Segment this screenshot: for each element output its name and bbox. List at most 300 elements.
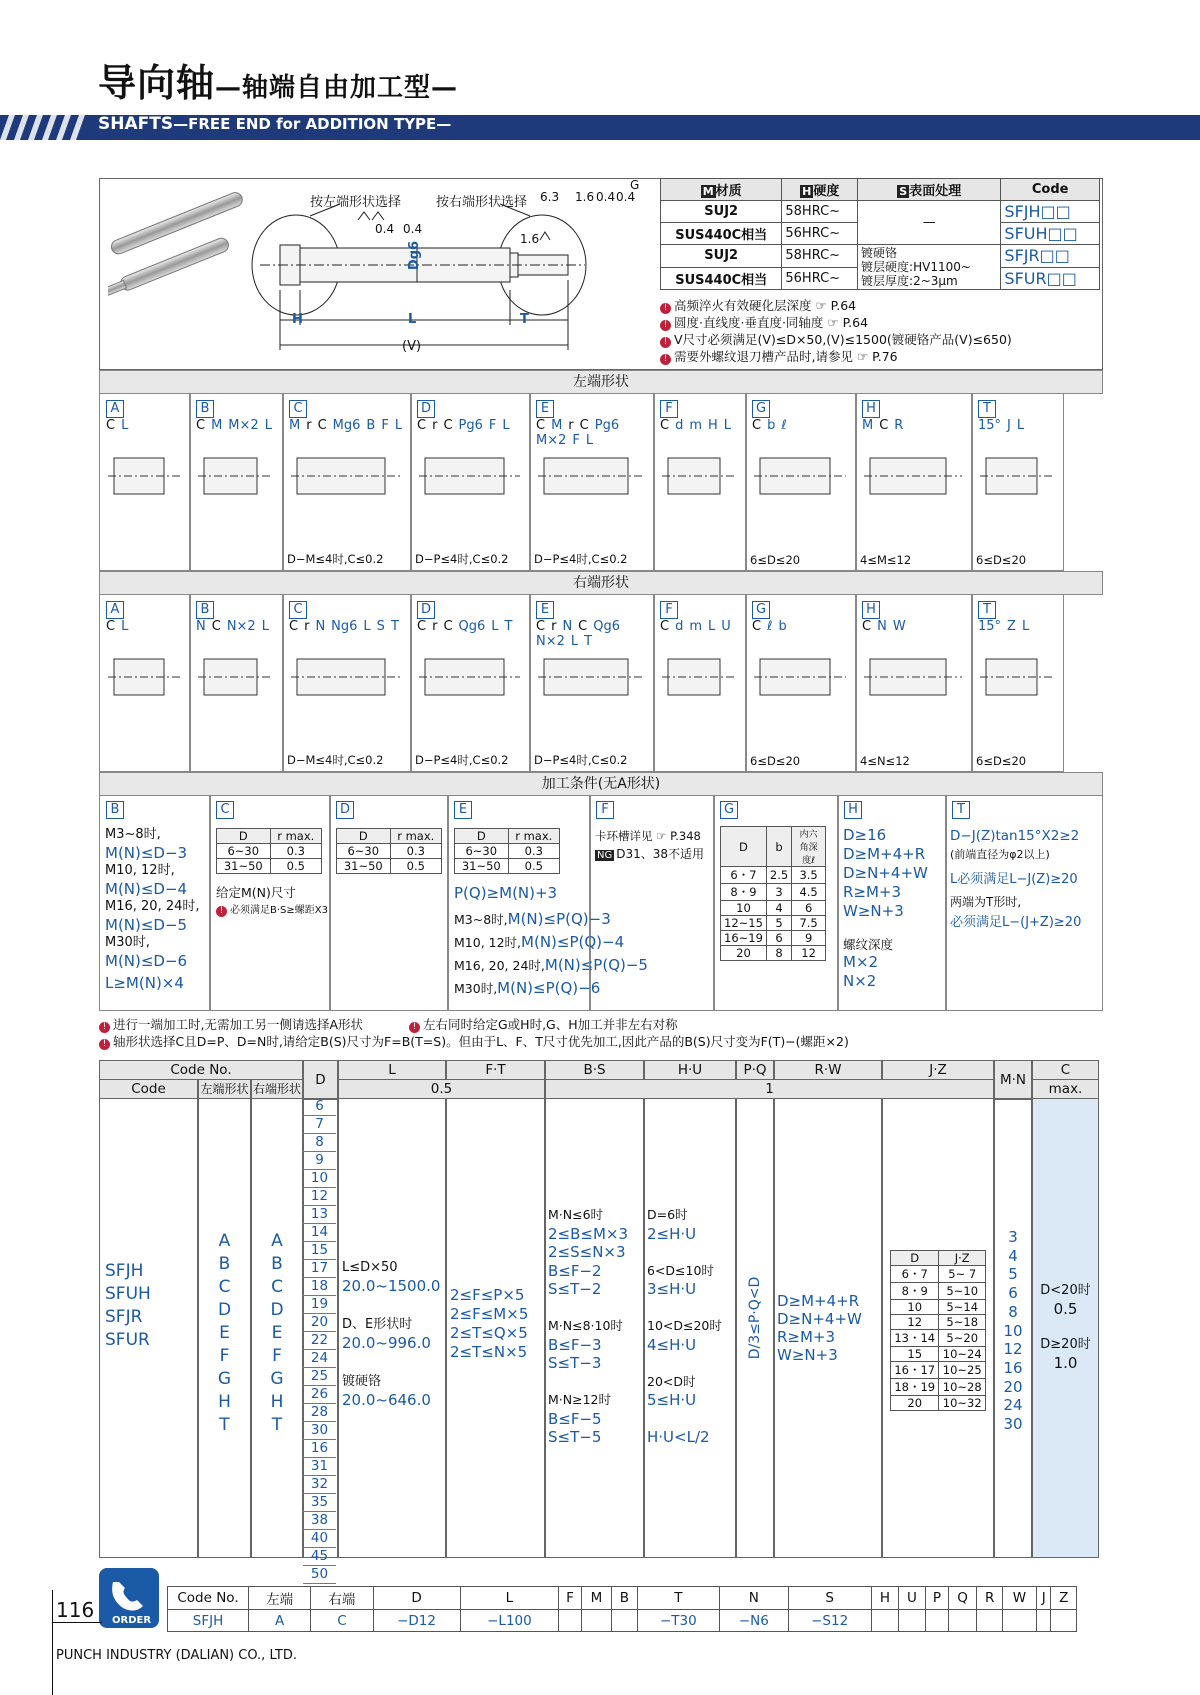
JZ-head xyxy=(891,1251,986,1266)
shape-labels xyxy=(106,418,184,433)
L-line xyxy=(342,1296,440,1315)
BS-line: S≤T−5 xyxy=(548,1428,602,1446)
shape-label: C xyxy=(578,619,588,634)
shape-label: Qg6 xyxy=(458,619,486,634)
order-header-row xyxy=(168,1587,1077,1610)
shape-label: r xyxy=(304,619,310,634)
main-header-code: Code No. xyxy=(99,1060,303,1080)
D-value: 32 xyxy=(303,1476,336,1494)
HU-values xyxy=(647,1206,722,1447)
conditions-title: 加工条件(无A形状) xyxy=(99,772,1103,796)
shape-letter: A xyxy=(106,400,124,418)
D-value: 20 xyxy=(303,1314,336,1332)
D-value: 7 xyxy=(303,1116,336,1134)
shape-cell xyxy=(971,594,1064,772)
shape-list-right xyxy=(251,1230,303,1437)
MN-value: 20 xyxy=(1003,1377,1023,1396)
HU-line: 20<D时 xyxy=(647,1373,696,1389)
JZ-cell: 10~32 xyxy=(939,1396,986,1411)
main-header-pq: P·Q xyxy=(736,1060,774,1080)
shape-labels xyxy=(752,619,850,634)
D-value: 19 xyxy=(303,1296,336,1314)
MN-values xyxy=(994,1228,1032,1434)
JZ-row xyxy=(891,1347,986,1362)
left-select-label: 按左端形状选择 xyxy=(310,195,402,210)
shape-labels xyxy=(752,418,850,433)
english-title: SHAFTS—FREE END for ADDITION TYPE— xyxy=(98,114,452,134)
shape-letter: C xyxy=(289,400,307,418)
shape-label: S xyxy=(376,619,385,634)
shape-label: C xyxy=(579,418,589,433)
increment-1: 0.5 xyxy=(338,1079,545,1099)
shape-label: Pg6 xyxy=(594,418,620,433)
cond-letter-F: F xyxy=(596,801,614,819)
JZ-cell: 16・17 xyxy=(891,1362,939,1379)
shape-label: T xyxy=(584,634,593,649)
C-line: 0.5 xyxy=(1053,1300,1078,1318)
shape-cell xyxy=(855,594,973,772)
JZ-row xyxy=(891,1362,986,1379)
shape-label: 15° xyxy=(978,619,1002,634)
shape-item: F xyxy=(219,1346,230,1366)
right-shapes-title: 右端形状 xyxy=(99,571,1103,595)
order-header: B xyxy=(612,1587,637,1610)
shape-label: r xyxy=(306,418,312,433)
shape-cell xyxy=(529,594,655,772)
order-icon-text: ORDER xyxy=(112,1615,152,1626)
JZ-row xyxy=(891,1330,986,1347)
cond-B-lines: M3~8时, M(N)≤D−3 M10, 12时, M(N)≤D−4 M16, 20, 24时, M(N)≤D−5 M30时, M(N)≤D−6 L≥M(N)×4 xyxy=(105,827,200,992)
RW-values xyxy=(777,1292,862,1364)
C-line: 1.0 xyxy=(1053,1354,1078,1372)
shape-drawing xyxy=(752,438,850,518)
shape-cell xyxy=(99,393,191,571)
BS-line: B≤F−3 xyxy=(548,1335,602,1354)
spec-header-hardness: H 硬度 xyxy=(782,179,858,201)
order-value: −T30 xyxy=(637,1610,720,1632)
shape-label: U xyxy=(721,619,731,634)
shape-label: C xyxy=(862,619,872,634)
cond-letter-T: T xyxy=(952,801,970,819)
main-header-bs: B·S xyxy=(545,1060,644,1080)
BS-line: S≤T−2 xyxy=(548,1280,602,1298)
shape-condition: D−P≤4时,C≤0.2 xyxy=(415,552,509,566)
HU-line: 6<D≤10时 xyxy=(647,1262,714,1278)
FT-line: 2≤F≤M×5 xyxy=(450,1305,529,1323)
shape-label: L xyxy=(723,418,732,433)
shape-cell xyxy=(745,594,857,772)
shape-label: C xyxy=(752,619,762,634)
JZ-cell: 10~25 xyxy=(939,1362,986,1379)
shape-label: L xyxy=(708,619,716,634)
shape-item: G xyxy=(217,1369,232,1389)
order-header: 左端 xyxy=(249,1587,311,1610)
cond-E-table: D r max. 6~30 0.3 31~50 0.5 xyxy=(454,828,560,874)
JZ-row xyxy=(891,1315,986,1330)
C-line: D≥20时 xyxy=(1040,1337,1091,1352)
spec-note: ! 高频淬火有效硬化层深度 ☞ P.64 xyxy=(660,296,856,314)
JZ-header: D xyxy=(891,1251,939,1266)
L-values xyxy=(342,1258,440,1410)
JZ-cell: 13・14 xyxy=(891,1330,939,1347)
shape-letter: E xyxy=(536,400,554,418)
spec-note: ! 圆度·直线度·垂直度·同轴度 ☞ P.64 xyxy=(660,313,868,331)
spec-note: ! V尺寸必须满足(V)≤D×50,(V)≤1500(镀硬铬产品(V)≤650) xyxy=(660,330,1012,348)
D-value: 9 xyxy=(303,1152,336,1170)
shape-drawing xyxy=(660,438,740,518)
D-value: 16 xyxy=(303,1440,336,1458)
order-header: M xyxy=(581,1587,611,1610)
L-line: 20.0~996.0 xyxy=(342,1334,431,1352)
JZ-cell: 12 xyxy=(891,1315,939,1330)
cond-letter-H: H xyxy=(844,801,862,819)
D-value: 31 xyxy=(303,1458,336,1476)
D-value: 17 xyxy=(303,1260,336,1278)
increment-2: 1 xyxy=(545,1079,994,1099)
shape-label: C xyxy=(211,619,221,634)
shape-drawing xyxy=(536,639,648,719)
D-value: 25 xyxy=(303,1368,336,1386)
main-header-rw: R·W xyxy=(774,1060,882,1080)
main-header-l: L xyxy=(338,1060,446,1080)
shape-drawing xyxy=(417,438,524,518)
shape-label: r xyxy=(551,619,557,634)
order-example-row xyxy=(168,1610,1077,1632)
shape-label: N xyxy=(196,619,206,634)
shape-letter: D xyxy=(417,601,435,619)
D-value: 38 xyxy=(303,1512,336,1530)
shape-drawing xyxy=(660,639,740,719)
shape-letter: E xyxy=(536,601,554,619)
shape-label: L xyxy=(1021,619,1030,634)
cond-G-table: D b 内六角深度ℓ 6・7 2.5 3.5 8・9 3 4.5 10 4 6 12~15 5 7.5 16~19 6 9 20 8 12 xyxy=(720,826,826,961)
MN-value: 5 xyxy=(1008,1265,1018,1284)
spec-hardness: 56HRC~ xyxy=(782,267,858,290)
shape-condition: D−P≤4时,C≤0.2 xyxy=(534,552,628,566)
main-header-d: D xyxy=(303,1060,338,1100)
MN-value: 24 xyxy=(1003,1396,1023,1415)
shape-label: N xyxy=(315,619,326,634)
shape-label: Mg6 xyxy=(332,418,361,433)
shape-label: M xyxy=(551,418,563,433)
rough-r3: 1.6 xyxy=(520,232,540,246)
shape-label: R xyxy=(894,418,904,433)
shape-drawing xyxy=(417,639,524,719)
shape-label: d xyxy=(675,619,684,634)
D-value: 8 xyxy=(303,1134,336,1152)
JZ-header: J·Z xyxy=(939,1251,986,1266)
title-main: 导向轴 xyxy=(98,61,216,105)
rough-b: 1.6 xyxy=(575,190,595,204)
MN-value: 10 xyxy=(1003,1321,1023,1340)
MN-value: 16 xyxy=(1003,1358,1023,1377)
shape-item: T xyxy=(219,1415,230,1435)
shape-label: Ng6 xyxy=(331,619,358,634)
shape-label: B xyxy=(366,418,376,433)
shape-labels xyxy=(417,619,524,634)
order-header: H xyxy=(871,1587,898,1610)
shape-labels xyxy=(862,418,966,433)
shape-cell xyxy=(529,393,655,571)
spec-table xyxy=(660,178,1100,290)
JZ-row xyxy=(891,1266,986,1283)
shape-labels xyxy=(536,619,648,649)
RW-line: D≥M+4+R xyxy=(777,1292,860,1310)
shape-item: B xyxy=(271,1254,283,1274)
shape-label: W xyxy=(892,619,906,634)
shape-cell xyxy=(410,594,531,772)
spec-hardness: 58HRC~ xyxy=(782,245,858,268)
JZ-cell: 10~24 xyxy=(939,1347,986,1362)
spec-hardness: 58HRC~ xyxy=(782,201,858,223)
order-value xyxy=(559,1610,581,1632)
C-line xyxy=(1032,1318,1099,1336)
shape-letter: D xyxy=(417,400,435,418)
shape-drawing xyxy=(862,639,966,719)
shape-label: M xyxy=(289,418,301,433)
order-header: D xyxy=(373,1587,460,1610)
shape-letter: G xyxy=(752,601,770,619)
HU-line: 4≤H·U xyxy=(647,1335,697,1354)
shape-item: G xyxy=(270,1369,284,1389)
order-value xyxy=(977,1610,1003,1632)
main-subheader-cmax: max. xyxy=(1032,1079,1099,1099)
cond-E-l0: P(Q)≥M(N)+3 xyxy=(454,884,558,902)
RW-line: D≥N+4+W xyxy=(777,1310,862,1328)
dim-V: (V) xyxy=(402,339,422,354)
shape-condition: D−P≤4时,C≤0.2 xyxy=(415,753,509,767)
shaft-drawing xyxy=(250,180,670,360)
JZ-cell: 20 xyxy=(891,1396,939,1411)
right-shapes-row xyxy=(99,594,1103,770)
shape-label: M xyxy=(862,418,874,433)
shape-labels xyxy=(660,418,740,433)
shape-label: H xyxy=(708,418,718,433)
shape-condition: D−M≤4时,C≤0.2 xyxy=(287,753,384,767)
shape-label: T xyxy=(390,619,399,634)
shape-label: C xyxy=(752,418,762,433)
shape-labels xyxy=(196,619,277,634)
code-item: SFUH xyxy=(105,1284,151,1304)
PQ-value: D/3≤P·Q<D xyxy=(747,1276,763,1360)
RW-line: W≥N+3 xyxy=(777,1346,838,1364)
shape-label: C xyxy=(879,418,889,433)
D-value: 13 xyxy=(303,1206,336,1224)
BS-line xyxy=(548,1299,628,1318)
cond-T-l2: (前端直径为φ2以上) xyxy=(950,848,1050,861)
shape-label: 15° xyxy=(978,418,1002,433)
BS-values xyxy=(548,1206,628,1447)
D-value: 30 xyxy=(303,1422,336,1440)
code-item: SFJR xyxy=(105,1307,143,1327)
order-value xyxy=(1051,1610,1077,1632)
order-header: 右端 xyxy=(311,1587,373,1610)
BS-line: M·N≤6时 xyxy=(548,1207,604,1222)
shape-label: m xyxy=(689,619,703,634)
shape-drawing xyxy=(978,639,1057,719)
cond-H-lines: D≥16 D≥M+4+R D≥N+4+W R≥M+3 W≥N+3 xyxy=(843,826,928,920)
main-subheader-code: Code xyxy=(99,1079,198,1099)
shape-condition: 6≤D≤20 xyxy=(750,754,801,768)
left-shapes-title: 左端形状 xyxy=(99,370,1103,394)
shape-drawing xyxy=(536,438,648,518)
spec-header-surface: S 表面处理 xyxy=(858,179,1001,201)
RW-line: R≥M+3 xyxy=(777,1328,836,1346)
shape-label: Z xyxy=(1007,619,1016,634)
HU-line xyxy=(647,1410,722,1429)
BS-line: M·N≥12时 xyxy=(548,1392,611,1407)
shape-label: C xyxy=(289,619,299,634)
spec-material: SUS440C相当 xyxy=(661,223,782,245)
HU-line: H·U<L/2 xyxy=(647,1428,710,1446)
shape-label: L xyxy=(585,433,594,448)
order-value: SFJH xyxy=(168,1610,249,1632)
page-number: 116 xyxy=(56,1598,95,1622)
order-header: L xyxy=(460,1587,559,1610)
shape-labels xyxy=(660,619,740,634)
shape-item: E xyxy=(219,1323,230,1343)
shape-label: F xyxy=(381,418,389,433)
cond-F-l2: NG D31、38不适用 xyxy=(597,847,705,861)
shape-label: r xyxy=(568,418,574,433)
order-header: N xyxy=(720,1587,789,1610)
HU-line: 10<D≤20时 xyxy=(647,1318,722,1333)
shape-cell xyxy=(971,393,1064,571)
rough-d: 0.4 xyxy=(616,190,636,204)
shape-label: C xyxy=(443,418,453,433)
shape-cell xyxy=(189,594,284,772)
L-line: D、E形状时 xyxy=(342,1317,413,1332)
BS-line: 2≤S≤N×3 xyxy=(548,1243,626,1261)
shape-label: C xyxy=(443,619,453,634)
D-value: 35 xyxy=(303,1494,336,1512)
D-value: 18 xyxy=(303,1278,336,1296)
shape-item: A xyxy=(271,1231,283,1251)
order-value xyxy=(612,1610,637,1632)
JZ-cell: 8・9 xyxy=(891,1283,939,1300)
spec-hardness: 56HRC~ xyxy=(782,223,858,245)
shape-condition: 6≤D≤20 xyxy=(976,553,1027,567)
MN-value: 3 xyxy=(1008,1228,1018,1246)
spec-code: SFUR□□ xyxy=(1001,267,1100,290)
shape-condition: 6≤D≤20 xyxy=(750,553,801,567)
mid-note: ! 轴形状选择C且D=P、D=N时,请给定B(S)尺寸为F=B(T=S)。但由于L、F、T尺寸优先加工,因此产品的B(S)尺寸变为F(T)−(螺距×2) xyxy=(99,1032,849,1050)
order-value xyxy=(925,1610,948,1632)
product-photo xyxy=(108,186,248,296)
JZ-row xyxy=(891,1283,986,1300)
shape-label: m xyxy=(689,418,703,433)
cond-C-table: D r max. 6~30 0.3 31~50 0.5 xyxy=(216,828,322,874)
HU-line: D=6时 xyxy=(647,1207,688,1222)
BS-line: B≤F−5 xyxy=(548,1409,602,1428)
shape-letter: A xyxy=(106,601,124,619)
footer-rule-h xyxy=(52,1622,102,1623)
shape-labels xyxy=(106,619,184,634)
spec-chrome: 镀硬铬 镀层硬度:HV1100~ 镀层厚度:2~3μm xyxy=(858,245,1001,290)
rough-c: 0.4 xyxy=(596,190,616,204)
order-header: R xyxy=(977,1587,1003,1610)
shape-label: C xyxy=(417,418,427,433)
shape-labels xyxy=(862,619,966,634)
shape-label: r xyxy=(432,418,438,433)
spec-note: ! 需要外螺纹退刀槽产品时,请参见 ☞ P.76 xyxy=(660,347,898,365)
shape-letter: B xyxy=(196,601,214,619)
cond-C-note2: ! 必须满足B·S≥螺距X3 xyxy=(216,901,328,917)
main-header-hu: H·U xyxy=(644,1060,736,1080)
shape-list-left xyxy=(198,1230,251,1437)
shape-label: J xyxy=(1007,418,1011,433)
shape-condition: D−P≤4时,C≤0.2 xyxy=(534,753,628,767)
cond-H-sublines: M×2 N×2 xyxy=(843,953,879,990)
shape-item: A xyxy=(218,1231,231,1251)
mid-note: ! 左右同时给定G或H时,G、H加工并非左右对称 xyxy=(409,1015,678,1033)
shape-item: D xyxy=(270,1300,284,1320)
dim-H: H xyxy=(292,312,303,327)
shape-labels xyxy=(978,418,1057,433)
shape-labels xyxy=(978,619,1057,634)
spec-code: SFUH□□ xyxy=(1001,223,1100,245)
HU-line: 3≤H·U xyxy=(647,1280,697,1298)
MN-value: 6 xyxy=(1008,1284,1018,1303)
shape-label: b xyxy=(767,418,776,433)
main-header-mn: M·N xyxy=(994,1060,1032,1100)
shape-label: F xyxy=(572,433,580,448)
shape-drawing xyxy=(106,438,184,518)
shape-letter: F xyxy=(660,601,678,619)
shape-label: L xyxy=(570,634,579,649)
code-item: SFUR xyxy=(105,1330,150,1350)
shape-letter: F xyxy=(660,400,678,418)
order-value: −L100 xyxy=(460,1610,559,1632)
BS-line: 2≤B≤M×3 xyxy=(548,1224,629,1243)
order-header: W xyxy=(1003,1587,1037,1610)
shape-drawing xyxy=(862,438,966,518)
cond-letter-C: C xyxy=(216,801,234,819)
HU-line xyxy=(647,1243,722,1262)
shape-label: L xyxy=(502,418,510,433)
MN-value: 4 xyxy=(1008,1246,1018,1265)
cond-letter-D: D xyxy=(336,801,354,819)
MN-value: 8 xyxy=(1008,1302,1018,1321)
BS-line: M·N≤8·10时 xyxy=(548,1318,623,1333)
L-line: 20.0~646.0 xyxy=(342,1391,431,1409)
cond-T-l1: D−J(Z)tan15°X2≥2 xyxy=(950,828,1080,844)
JZ-row xyxy=(891,1396,986,1411)
shape-label: L xyxy=(1016,418,1025,433)
shape-label: L xyxy=(121,418,129,433)
shape-cell xyxy=(99,594,191,772)
main-header-c: C xyxy=(1032,1060,1099,1080)
JZ-cell: 15 xyxy=(891,1347,939,1362)
title-sub: —轴端自由加工型— xyxy=(215,73,459,103)
page-title xyxy=(98,52,458,107)
D-value: 12 xyxy=(303,1188,336,1206)
D-value: 22 xyxy=(303,1332,336,1350)
shape-letter: B xyxy=(196,400,214,418)
spec-material: SUJ2 xyxy=(661,245,782,268)
shape-label: M×2 xyxy=(536,433,567,448)
spec-code: SFJR□□ xyxy=(1001,245,1100,268)
shape-labels xyxy=(417,418,524,433)
shape-label: L xyxy=(264,418,272,433)
shape-drawing xyxy=(289,639,405,719)
FT-line: 2≤T≤N×5 xyxy=(450,1343,528,1361)
shape-label: Pg6 xyxy=(458,418,483,433)
shape-label: T xyxy=(504,619,513,634)
FT-line: 2≤F≤P×5 xyxy=(450,1286,525,1304)
cond-letter-E: E xyxy=(454,801,472,819)
JZ-cell: 5~18 xyxy=(939,1315,986,1330)
